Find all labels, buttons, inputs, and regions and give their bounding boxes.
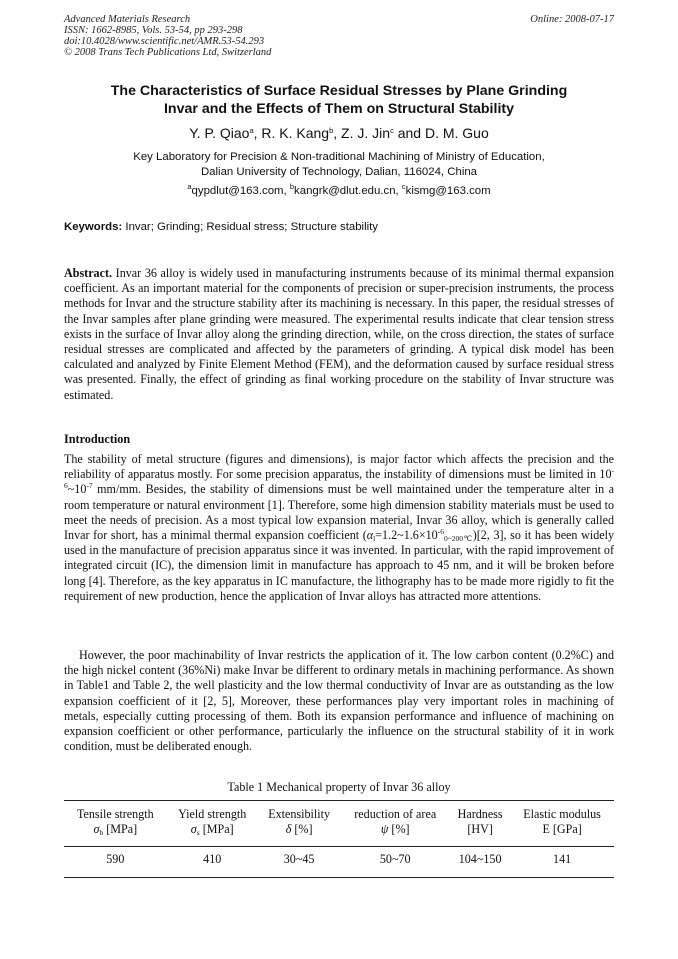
- table-cell: 590: [106, 851, 125, 866]
- copyright-line: © 2008 Trans Tech Publications Ltd, Switzerland: [64, 47, 272, 58]
- author-name: R. K. Kang: [261, 125, 330, 141]
- column-header: [340, 804, 450, 843]
- alpha-symbol: α: [366, 528, 374, 543]
- column-name: reduction of area: [354, 807, 437, 821]
- author-separator: ,: [253, 125, 262, 141]
- email-separator: ,: [395, 185, 402, 197]
- email-address[interactable]: kangrk@dlut.edu.cn: [294, 185, 396, 197]
- keywords-label: Keywords:: [64, 221, 123, 233]
- author-name: D. M. Guo: [424, 125, 489, 141]
- paper-title: [64, 82, 614, 118]
- exponent: -6: [64, 466, 614, 491]
- table-row: [64, 843, 614, 875]
- column-unit: [%]: [388, 822, 410, 836]
- journal-name: Advanced Materials Research: [64, 14, 191, 25]
- table-cell: 410: [203, 851, 222, 866]
- doi-line[interactable]: doi:10.4028/www.scientific.net/AMR.53-54.293: [64, 36, 265, 47]
- abstract-label: Abstract.: [64, 266, 113, 280]
- author-mark: a: [249, 126, 254, 135]
- text-run: )[2, 3], so it has been widely used in the manufacture of precision apparatus since it was invented. In particular, with the rapid improvement of integrated circuit (IC), the dimension limit in manufacture has approach to 45 nm, and it will be broken before long [4]. Therefore, as the key apparatus in IC manufacture, the lithography has to be made more rigidly to fit the requirement of new production, hence the application of Invar alloys has attracted more attentions.: [64, 528, 615, 603]
- affiliation-line-2: Dalian University of Technology, Dalian, 116024, China: [200, 166, 478, 178]
- column-header: [258, 804, 341, 843]
- column-unit: [%]: [291, 822, 313, 836]
- column-name: Yield strength: [178, 807, 247, 821]
- column-unit: E [GPa]: [542, 822, 582, 836]
- table-bottom-rule: [64, 877, 614, 878]
- column-symbol-sub: b: [99, 828, 104, 837]
- column-unit: [HV]: [467, 822, 493, 836]
- affiliation: [64, 150, 614, 180]
- title-line-1: The Characteristics of Surface Residual Stresses by Plane Grinding: [110, 83, 568, 99]
- column-symbol: ψ: [380, 822, 389, 836]
- intro-paragraph-1: [64, 452, 614, 604]
- subscript: l: [373, 534, 376, 544]
- abstract-text: Invar 36 alloy is widely used in manufacturing instruments because of its minimal thermal expansion coefficient. As an important material for the components of precision or super-precision instruments, the process methods for Invar and the structure stability after its machining is necessary. In this paper, the residual stresses of the Invar samples after plane grinding were measured. The experimental results indicate that clear tension stress exists in the surface of Invar alloy along the grinding direction, while, on the cross direction, the states of surface residual stresses are complicated and affected by the parameters of grinding. A typical disk model has been calculated and analyzed by Finite Element Method (FEM), and the deformation caused by surface residual stress was presented. Finally, the effect of grinding as final working procedure on the stability of Invar structure was estimated.: [64, 266, 614, 402]
- table-cell: 50~70: [379, 851, 411, 866]
- mechanical-property-table: [64, 804, 614, 875]
- author-name: Y. P. Qiao: [189, 125, 250, 141]
- email-separator: ,: [283, 185, 290, 197]
- author-mark: c: [390, 126, 394, 135]
- text-run: mm/mm. Besides, the stability of dimensions must be well maintained under the temperature alter in a room temperature or natural environment [1]. Therefore, some high dimension stability materials must be used to meet the needs of precision. As a most typical low expansion material, Invar 36 alloy, which is generally called Invar for short, has a minimal thermal expansion coefficient (: [64, 482, 614, 543]
- title-line-2: Invar and the Effects of Them on Structural Stability: [163, 101, 514, 117]
- abstract: [64, 266, 614, 403]
- affiliation-line-1: Key Laboratory for Precision & Non-traditional Machining of Ministry of Education,: [133, 151, 545, 163]
- table-header-row: [64, 804, 614, 843]
- column-unit: [MPa]: [199, 822, 234, 836]
- email-mark: c: [401, 182, 406, 191]
- column-name: Elastic modulus: [523, 807, 601, 821]
- text-run: ~10: [67, 482, 87, 497]
- author-list: [64, 124, 614, 142]
- subscript: 0~200℃: [443, 534, 473, 544]
- text-run: =1.2~1.6×10: [375, 528, 438, 543]
- section-heading-introduction: Introduction: [64, 432, 131, 446]
- issn-line: ISSN: 1662-8985, Vols. 53-54, pp 293-298: [64, 25, 243, 36]
- text-run: The stability of metal structure (figures and dimensions), is major factor which affects the precision and the reliability of apparatus mostly. For some precision apparatus, the instability of dimensions must be limited in 10: [64, 452, 614, 482]
- table-cell: 30~45: [283, 851, 315, 866]
- column-header: [64, 804, 167, 843]
- author-separator: ,: [333, 125, 342, 141]
- email-list: [64, 184, 614, 199]
- exponent: -7: [86, 481, 93, 491]
- keywords: [64, 220, 614, 235]
- journal-header: [64, 14, 271, 58]
- column-name: Tensile strength: [76, 807, 154, 821]
- email-mark: a: [187, 182, 192, 191]
- column-unit: [MPa]: [103, 822, 138, 836]
- exponent: -6: [437, 527, 444, 537]
- column-name: Extensibility: [268, 807, 331, 821]
- author-separator: and: [393, 125, 425, 141]
- author-name: Z. J. Jin: [341, 125, 391, 141]
- intro-paragraph-2: However, the poor machinability of Invar restricts the application of it. The low carbon content (0.2%C) and the high nickel content (36%Ni) make Invar be different to ordinary metals in machining performance. As shown in Table1 and Table 2, the well plasticity and the low thermal conductivity of Invar are as outstanding as the low expansion coefficient of it [2, 5], Moreover, these performances play very important roles in machining of metals, especially cutting processing of them. Both its expansion performance and influence of machining on expansion coefficient or other performance, particularly the influence on the structural stability of it in work condition, must be deliberated enough.: [64, 648, 614, 754]
- column-symbol: σ: [190, 822, 197, 836]
- column-header: [167, 804, 258, 843]
- column-header: [450, 804, 510, 843]
- email-address[interactable]: kismg@163.com: [405, 185, 491, 197]
- author-mark: b: [329, 126, 334, 135]
- email-mark: b: [289, 182, 295, 191]
- column-symbol: δ: [285, 822, 292, 836]
- email-address[interactable]: qypdlut@163.com: [191, 185, 284, 197]
- column-name: Hardness: [457, 807, 503, 821]
- table-top-rule: [64, 800, 614, 801]
- keywords-text: Invar; Grinding; Residual stress; Structure stability: [122, 221, 378, 233]
- column-symbol: σ: [93, 822, 100, 836]
- table-caption: Table 1 Mechanical property of Invar 36 alloy: [227, 780, 451, 794]
- table-cell: 104~150: [458, 851, 502, 866]
- online-date: Online: 2008-07-17: [530, 14, 614, 25]
- column-header: [510, 804, 614, 843]
- column-symbol-sub: s: [196, 828, 200, 837]
- table-cell: 141: [553, 851, 572, 866]
